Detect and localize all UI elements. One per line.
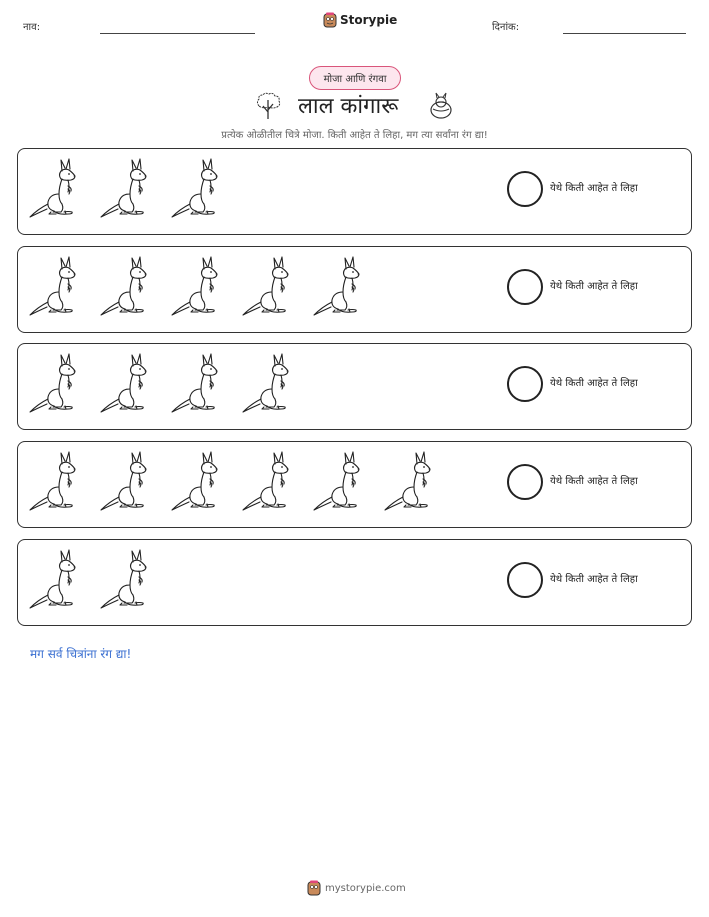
- kangaroo-icon: [170, 255, 226, 319]
- kangaroo-icon: [99, 352, 155, 416]
- kangaroo-icon: [241, 450, 297, 514]
- answer-label: येथे किती आहेत ते लिहा: [550, 573, 638, 585]
- date-field[interactable]: [563, 33, 686, 34]
- kangaroo-icon: [170, 352, 226, 416]
- kangaroo-icon: [312, 450, 368, 514]
- storypie-mascot-icon: [307, 880, 321, 896]
- kangaroo-icon: [28, 450, 84, 514]
- count-row: [17, 148, 692, 235]
- name-label: नाव:: [23, 22, 41, 33]
- kangaroo-icon: [28, 548, 84, 612]
- footer-site: mystorypie.com: [325, 882, 406, 894]
- kangaroo-icon: [312, 255, 368, 319]
- color-instruction: मग सर्व चित्रांना रंग द्या!: [30, 647, 132, 661]
- kangaroo-icon: [28, 157, 84, 221]
- kangaroo-pouch-icon: [428, 92, 454, 120]
- answer-circle[interactable]: [507, 171, 543, 207]
- kangaroo-icon: [170, 157, 226, 221]
- answer-circle[interactable]: [507, 562, 543, 598]
- kangaroo-icon: [383, 450, 439, 514]
- activity-badge: मोजा आणि रंगवा: [309, 66, 401, 90]
- kangaroo-icon: [28, 255, 84, 319]
- kangaroo-icon: [241, 255, 297, 319]
- brand-name: Storypie: [340, 13, 398, 27]
- kangaroo-icon: [99, 548, 155, 612]
- answer-circle[interactable]: [507, 269, 543, 305]
- kangaroo-icon: [99, 255, 155, 319]
- storypie-mascot-icon: [323, 12, 337, 28]
- instructions: प्रत्येक ओळीतील चित्रे मोजा. किती आहेत ते लिहा, मग त्या सर्वांना रंग द्या!: [221, 130, 488, 141]
- kangaroo-icon: [99, 450, 155, 514]
- kangaroo-icon: [99, 157, 155, 221]
- kangaroo-icon: [170, 450, 226, 514]
- kangaroo-icon: [241, 352, 297, 416]
- tree-icon: [254, 92, 282, 120]
- kangaroo-icon: [28, 352, 84, 416]
- storypie-logo: [323, 12, 397, 28]
- name-field[interactable]: [100, 33, 255, 34]
- answer-circle[interactable]: [507, 366, 543, 402]
- answer-label: येथे किती आहेत ते लिहा: [550, 378, 638, 390]
- count-row: [17, 246, 692, 333]
- answer-label: येथे किती आहेत ते लिहा: [550, 280, 638, 292]
- answer-label: येथे किती आहेत ते लिहा: [550, 183, 638, 194]
- answer-circle[interactable]: [507, 464, 543, 500]
- answer-label: येथे किती आहेत ते लिहा: [550, 476, 638, 488]
- page-title: लाल कांगारू: [298, 94, 399, 119]
- count-row: [17, 343, 692, 430]
- count-row: [17, 539, 692, 626]
- count-row: [17, 441, 692, 528]
- date-label: दिनांक:: [492, 22, 520, 33]
- footer: [307, 880, 406, 896]
